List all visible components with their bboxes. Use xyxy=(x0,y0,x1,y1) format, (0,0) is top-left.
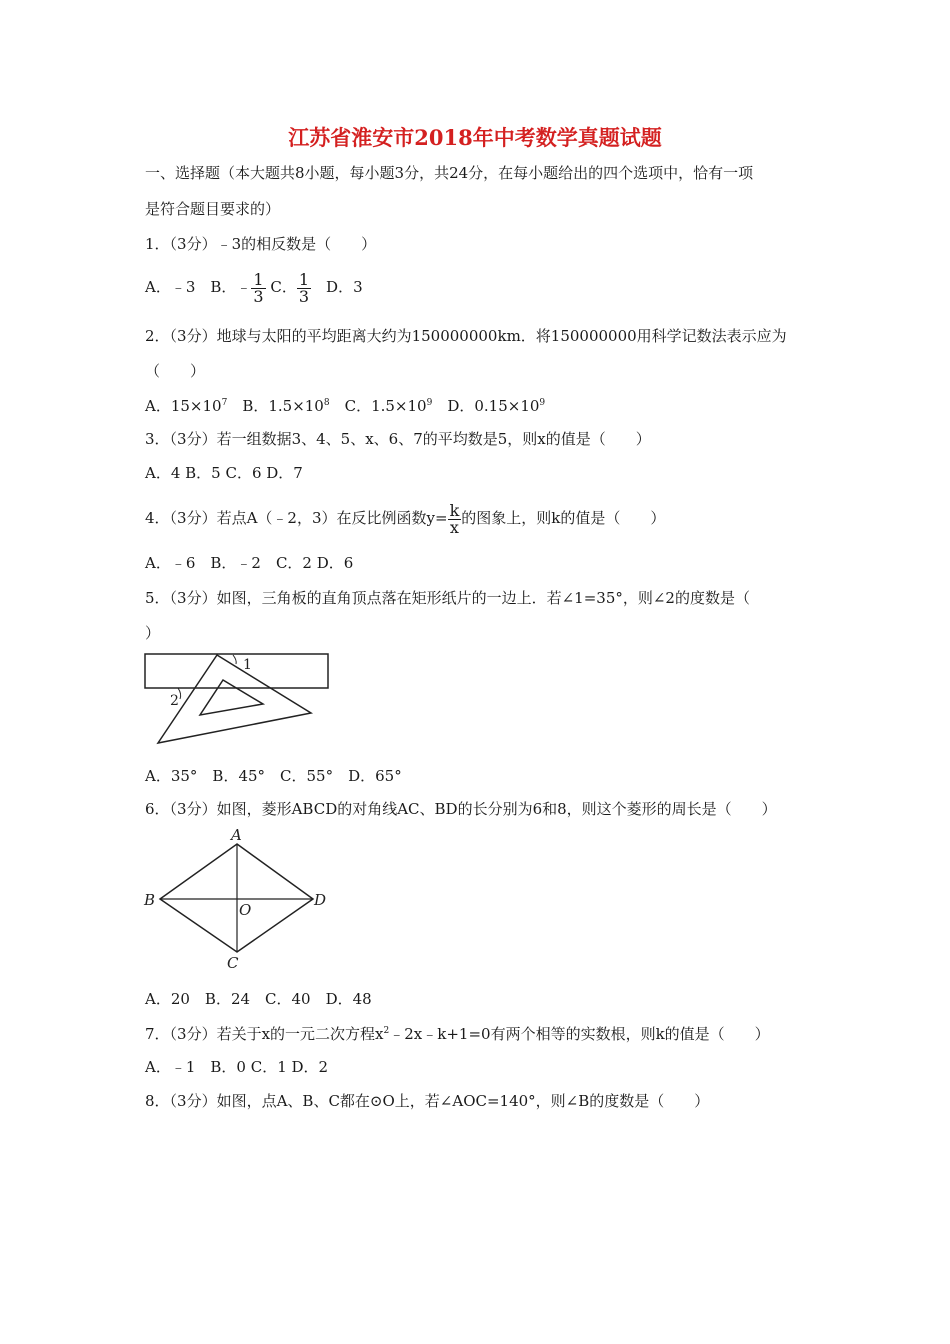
section-heading-line2: 是符合题目要求的） xyxy=(145,200,281,218)
page-title: 江苏省淮安市2018年中考数学真题试题 xyxy=(288,125,662,150)
question-1-stem: 1．（3分）﹣3的相反数是（ ） xyxy=(145,235,377,253)
center-o-label: O xyxy=(239,901,252,919)
question-8-stem: 8．（3分）如图，点A、B、C都在⊙O上，若∠AOC=140°，则∠B的度数是（ ） xyxy=(145,1092,710,1110)
angle-2-label: 2 xyxy=(170,693,179,709)
question-5-stem-line1: 5．（3分）如图，三角板的直角顶点落在矩形纸片的一边上．若∠1=35°，则∠2的度数是（ xyxy=(145,589,750,607)
vertex-d-label: D xyxy=(314,891,327,909)
vertex-c-label: C xyxy=(227,954,239,972)
q6-figure xyxy=(140,824,340,974)
q1-option-d: D．3 xyxy=(311,278,363,296)
question-7-options: A．﹣1 B．0 C．1 D．2 xyxy=(145,1058,329,1076)
question-7-stem: 7．（3分）若关于x的一元二次方程$x^2﹣2x﹣k+1=0$有两个相等的实数根，则k的值是（ ） xyxy=(145,1025,770,1043)
vertex-a-label: A xyxy=(231,826,242,844)
question-4-stem: 4．（3分）若点A（﹣2，3）在反比例函数y= $\frac{k}{x}$ 的图象上，则k的值是（ ） xyxy=(145,500,666,537)
q1-fraction-c: $\frac{1}{3}$ xyxy=(298,269,310,306)
q1-option-c: C． xyxy=(270,278,297,296)
question-2-options: A．$15\times 10^7$ B．$1.5\times 10^8$ C．$1.5\times 10^9$ D．$0.15\times 10^9$ xyxy=(145,397,546,415)
question-5-stem-line2: ） xyxy=(145,624,161,642)
q4-fraction: $\frac{k}{x}$ xyxy=(449,500,460,537)
q5-figure xyxy=(140,650,340,750)
section-heading-line1: 一、选择题（本大题共8小题，每小题3分，共24分，在每小题给出的四个选项中，恰有一项 xyxy=(145,164,754,182)
triangle-ruler-inner xyxy=(200,680,263,715)
question-3-stem: 3．（3分）若一组数据3、4、5、x、6、7的平均数是5，则x的值是（ ） xyxy=(145,430,651,448)
question-5-options: A．35° B．45° C．55° D．65° xyxy=(145,767,402,785)
q1-option-a-b: A．﹣3 B．﹣ xyxy=(145,278,252,296)
triangle-ruler-outer xyxy=(158,655,311,743)
question-3-options: A．4 B．5 C．6 D．7 xyxy=(145,464,303,482)
question-6-stem: 6．（3分）如图，菱形ABCD的对角线AC、BD的长分别为6和8，则这个菱形的周长是（ ） xyxy=(145,800,777,818)
question-1-options xyxy=(145,268,363,306)
question-2-stem-line2: （ ） xyxy=(145,362,206,380)
question-6-options: A．20 B．24 C．40 D．48 xyxy=(145,990,372,1008)
angle-1-label: 1 xyxy=(243,657,252,673)
question-4-options: A．﹣6 B．﹣2 C．2 D．6 xyxy=(145,554,354,572)
question-2-stem-line1: 2．（3分）地球与太阳的平均距离大约为150000000km．将150000000用科学记数法表示应为 xyxy=(145,327,787,345)
q1-fraction-b: $\frac{1}{3}$ xyxy=(253,269,264,306)
angle-1-arc xyxy=(233,655,236,664)
vertex-b-label: B xyxy=(144,891,156,909)
rectangle-paper xyxy=(145,654,328,688)
